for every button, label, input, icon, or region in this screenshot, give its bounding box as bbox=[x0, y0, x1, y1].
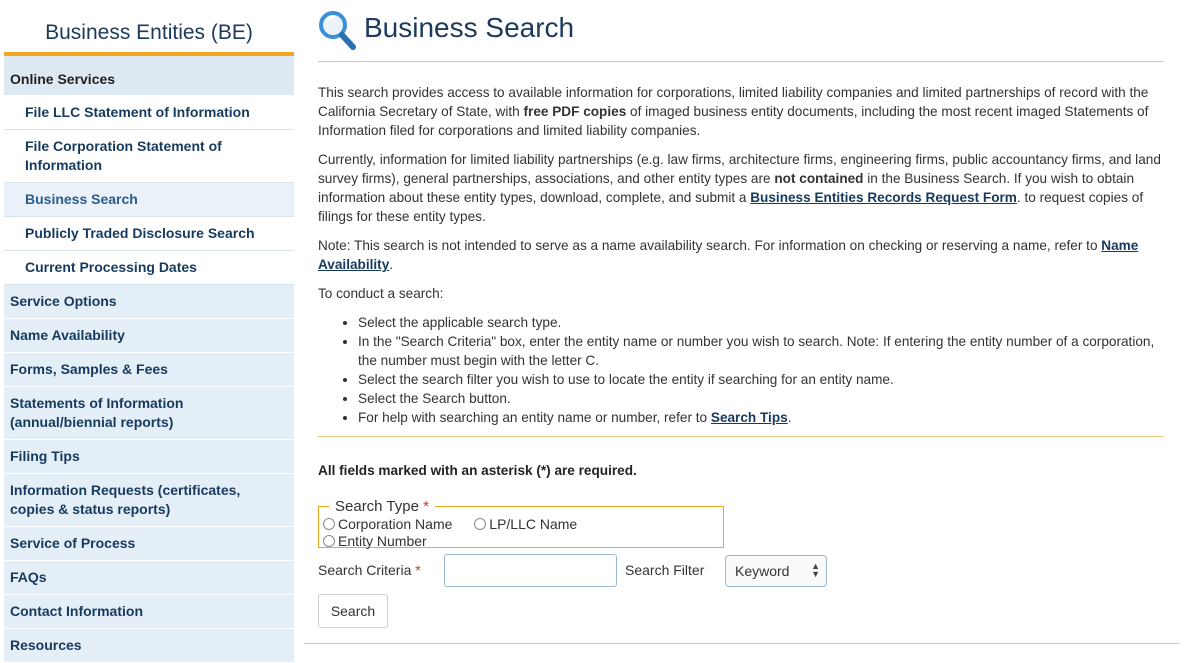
search-icon bbox=[318, 10, 358, 57]
sidebar-item-service-options[interactable]: Service Options bbox=[4, 285, 294, 319]
sidebar-subitem-file-llc-soi[interactable]: File LLC Statement of Information bbox=[4, 96, 294, 130]
sidebar-title: Business Entities (BE) bbox=[4, 0, 294, 56]
sidebar-item-information-requests[interactable]: Information Requests (certificates, copies & status reports) bbox=[4, 474, 294, 527]
required-asterisk: * bbox=[423, 498, 429, 515]
intro-paragraph: This search provides access to available information for corporations, limited liability companies and limited partnerships of record with the California Secretary of State, with free PDF copies of imaged business entity documents, including the most recent imaged Statements of Information filed for corporations and limited liability companies. bbox=[318, 85, 1149, 138]
sidebar-item-filing-tips[interactable]: Filing Tips bbox=[4, 440, 294, 474]
search-tips-link[interactable]: Search Tips bbox=[710, 410, 788, 425]
search-criteria-label: Search Criteria * bbox=[318, 562, 421, 578]
radio-button-icon[interactable] bbox=[323, 518, 335, 530]
radio-corporation-name[interactable]: Corporation Name bbox=[323, 516, 452, 532]
sidebar-item-contact-information[interactable]: Contact Information bbox=[4, 595, 294, 629]
list-item: • In the "Search Criteria" box, enter the entity name or number you wish to search. Note: If entering the entity number of a corporation, the number must begin with the letter C. bbox=[358, 332, 1158, 370]
search-button[interactable]: Search bbox=[318, 594, 388, 628]
instructions-heading: To conduct a search: bbox=[318, 286, 444, 301]
sidebar bbox=[4, 0, 294, 656]
radio-entity-number[interactable]: Entity Number bbox=[323, 533, 427, 549]
sidebar-nav bbox=[4, 56, 294, 663]
coverage-paragraph: Currently, information for limited liability partnerships (e.g. law firms, architecture firms, engineering firms, public accountancy firms, and land survey firms), general partnerships, associations, and other entity types are not contained in the Business Search. If you wish to obtain information about these entity types, download, complete, and submit a Business Entities Records Request Form. to request copies of filings for these entity types. bbox=[318, 152, 1161, 224]
radio-button-icon[interactable] bbox=[323, 535, 335, 547]
sidebar-item-forms-samples-fees[interactable]: Forms, Samples & Fees bbox=[4, 353, 294, 387]
page-header bbox=[318, 0, 1164, 62]
sidebar-item-online-services[interactable]: Online Services bbox=[4, 56, 294, 96]
search-criteria-input[interactable] bbox=[444, 554, 617, 587]
list-item: • Select the search filter you wish to use to locate the entity if searching for an entity name. bbox=[358, 370, 1158, 389]
divider bbox=[318, 436, 1164, 437]
page-title: Business Search bbox=[364, 12, 575, 43]
sidebar-subitem-business-search[interactable]: Business Search bbox=[4, 183, 294, 217]
radio-button-icon[interactable] bbox=[474, 518, 486, 530]
search-type-group bbox=[318, 498, 724, 548]
sidebar-item-faqs[interactable]: FAQs bbox=[4, 561, 294, 595]
divider bbox=[304, 643, 1180, 644]
select-arrows-icon: ▲ ▼ bbox=[811, 561, 820, 579]
instructions-list bbox=[318, 313, 1158, 427]
sidebar-subitem-file-corp-soi[interactable]: File Corporation Statement of Information bbox=[4, 130, 294, 183]
sidebar-subitem-processing-dates[interactable]: Current Processing Dates bbox=[4, 251, 294, 285]
name-availability-link[interactable]: Name Availability bbox=[318, 238, 1139, 272]
list-item: • For help with searching an entity name or number, refer to Search Tips. bbox=[358, 408, 1158, 427]
search-filter-label: Search Filter bbox=[625, 562, 705, 578]
note-paragraph: Note: This search is not intended to serve as a name availability search. For information on checking or reserving a name, refer to Name Availability. bbox=[318, 238, 1139, 272]
list-item: • Select the Search button. bbox=[358, 389, 1158, 408]
records-request-form-link[interactable]: Business Entities Records Request Form bbox=[750, 190, 1017, 205]
search-type-legend: Search Type * bbox=[335, 498, 429, 515]
radio-lp-llc-name[interactable]: LP/LLC Name bbox=[474, 516, 577, 532]
search-filter-select[interactable]: Keyword ▲ ▼ bbox=[725, 555, 827, 587]
sidebar-item-statements-of-information[interactable]: Statements of Information (annual/biennial reports) bbox=[4, 387, 294, 440]
required-fields-note: All fields marked with an asterisk (*) are required. bbox=[318, 463, 637, 478]
list-item: • Select the applicable search type. bbox=[358, 313, 1158, 332]
sidebar-item-service-of-process[interactable]: Service of Process bbox=[4, 527, 294, 561]
main-content bbox=[318, 0, 1164, 619]
sidebar-item-name-availability[interactable]: Name Availability bbox=[4, 319, 294, 353]
sidebar-item-resources[interactable]: Resources bbox=[4, 629, 294, 663]
sidebar-subitem-publicly-traded-disclosure[interactable]: Publicly Traded Disclosure Search bbox=[4, 217, 294, 251]
